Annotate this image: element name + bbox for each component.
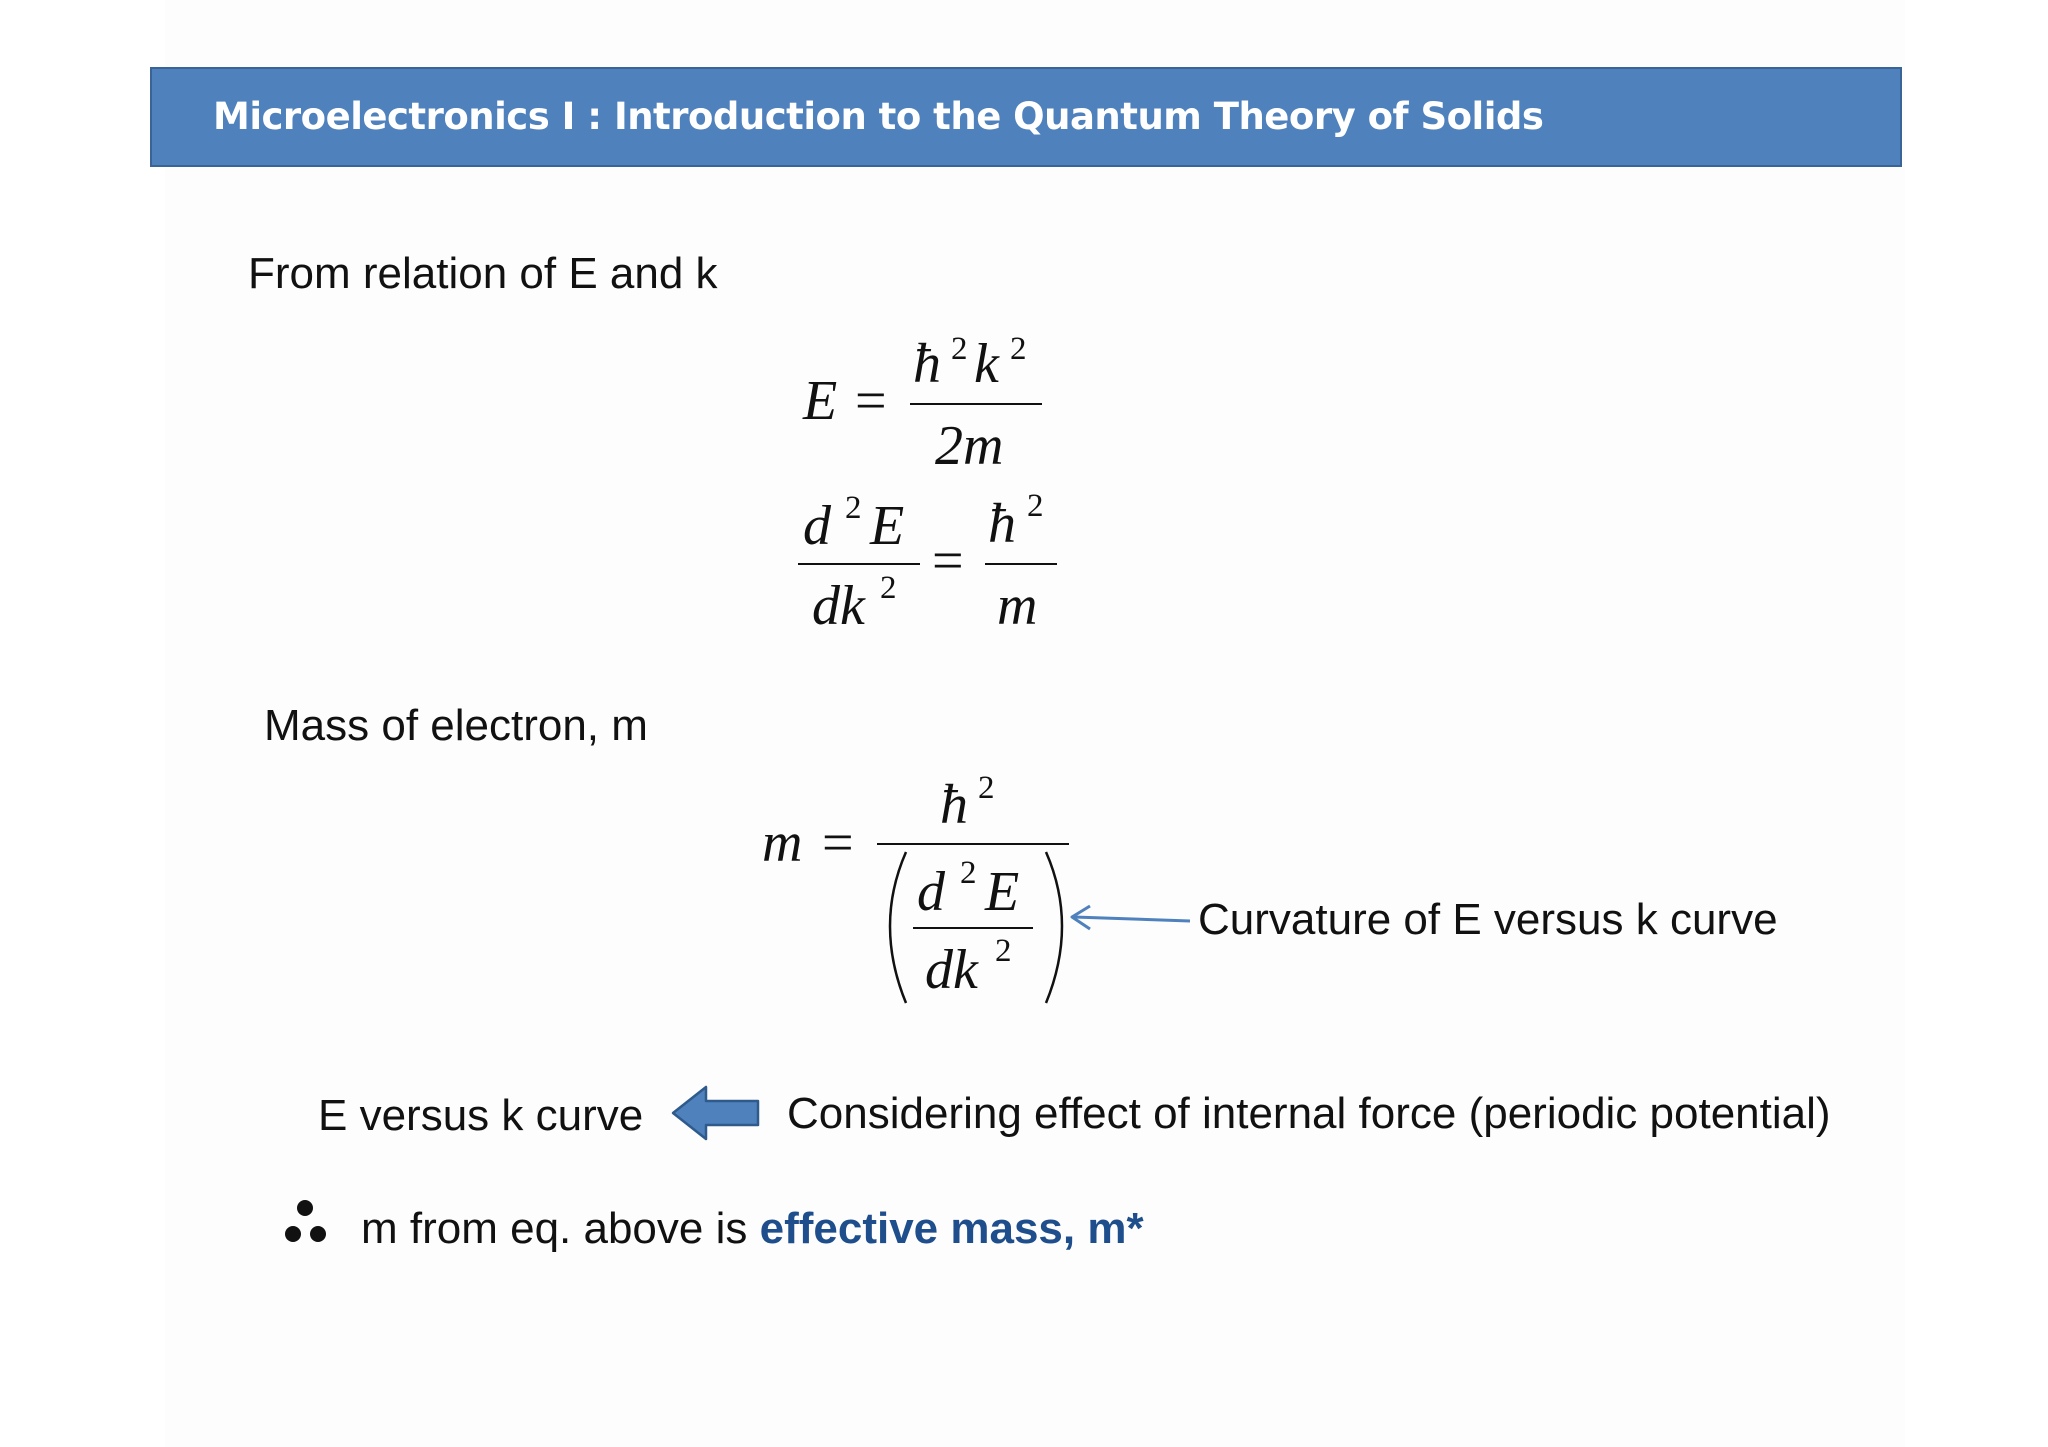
slide-title: Microelectronics I : Introduction to the Quantum Theory of Solids xyxy=(213,95,1544,138)
eq3-hbar: ħ xyxy=(940,774,968,836)
eq1-lhs: E xyxy=(803,370,838,432)
eq1-hbar-exponent: 2 xyxy=(951,331,968,367)
eq3-inner-d: d xyxy=(917,861,945,923)
eq2-rhs-denominator: m xyxy=(997,575,1038,637)
eq2-hbar-exponent: 2 xyxy=(1027,488,1044,524)
eq2-dk: dk xyxy=(812,575,865,637)
eq3-lhs: m xyxy=(762,812,803,874)
eq2-hbar: ħ xyxy=(988,493,1016,555)
eq1-equals: = xyxy=(855,370,887,432)
eq2-d-exponent: 2 xyxy=(845,490,862,526)
effective-mass-prefix: m from eq. above is xyxy=(361,1204,760,1253)
e-versus-k-label: E versus k curve xyxy=(318,1091,644,1140)
eq3-equals: = xyxy=(822,812,854,874)
eq2-equals: = xyxy=(932,530,964,592)
eq3-inner-d-exponent: 2 xyxy=(960,855,977,891)
section-label-e-k-relation: From relation of E and k xyxy=(248,249,718,298)
effective-mass-statement xyxy=(361,1204,1144,1253)
eq3-inner-dk: dk xyxy=(925,939,978,1001)
eq3-inner-dk-exponent: 2 xyxy=(995,933,1012,969)
internal-force-note: Considering effect of internal force (periodic potential) xyxy=(787,1089,1831,1138)
curvature-annotation: Curvature of E versus k curve xyxy=(1198,895,1778,944)
eq3-hbar-exponent: 2 xyxy=(978,770,995,806)
eq1-k: k xyxy=(974,333,999,395)
section-label-electron-mass: Mass of electron, m xyxy=(264,701,648,750)
effective-mass-highlight: effective mass, m* xyxy=(759,1204,1144,1253)
eq2-d: d xyxy=(803,495,831,557)
eq1-denominator: 2m xyxy=(935,415,1004,477)
eq3-inner-E: E xyxy=(985,861,1020,923)
eq1-k-exponent: 2 xyxy=(1010,331,1027,367)
eq1-hbar: ħ xyxy=(913,333,941,395)
eq2-E: E xyxy=(870,495,905,557)
eq2-dk-exponent: 2 xyxy=(880,570,897,606)
